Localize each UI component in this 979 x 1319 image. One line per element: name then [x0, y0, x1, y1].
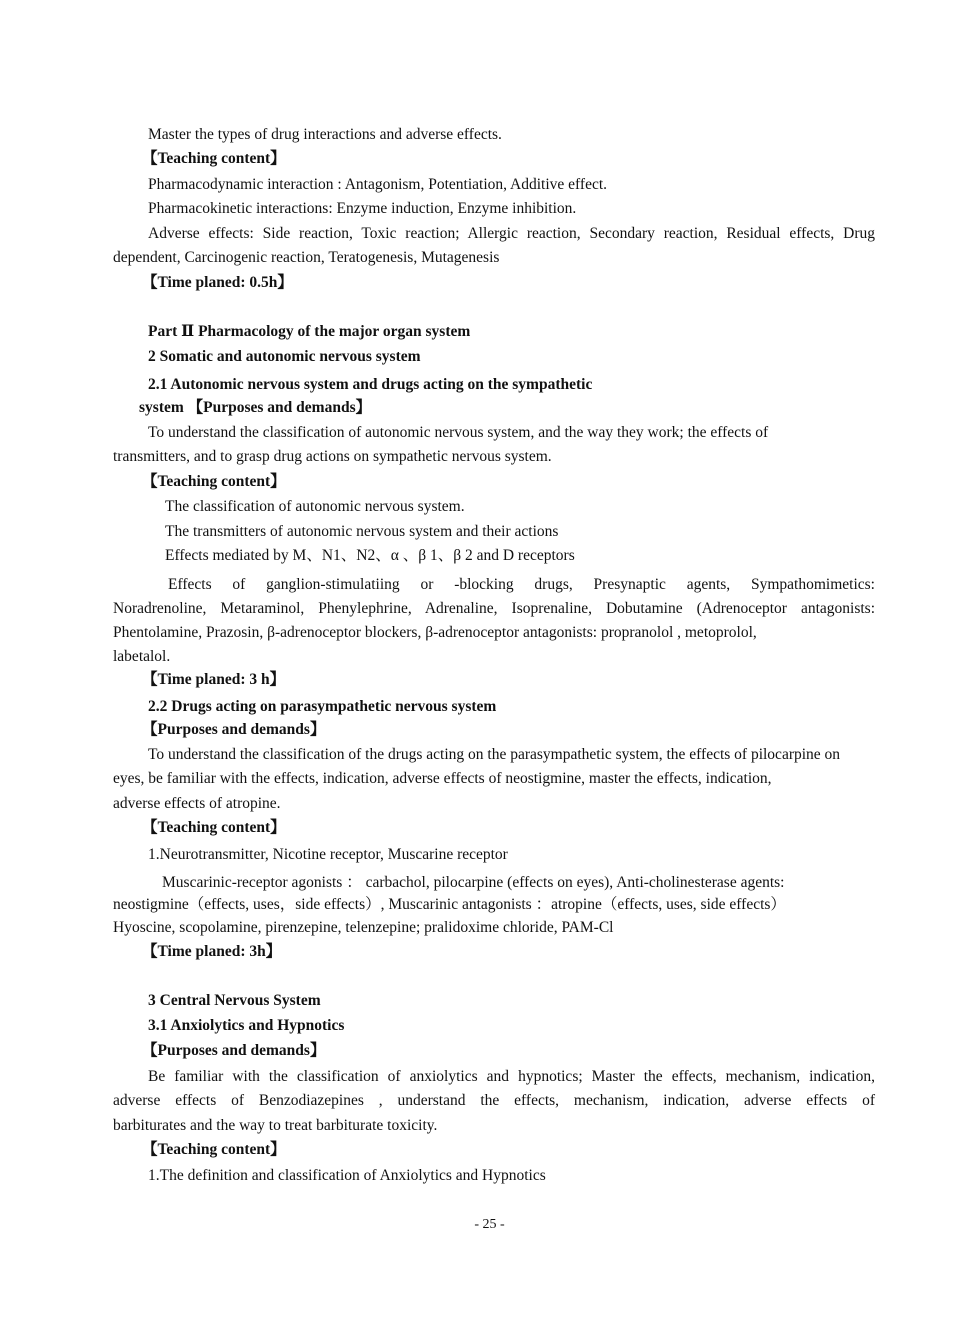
text-line: Master the types of drug interactions and adverse effects. — [148, 126, 502, 143]
page-number: - 25 - — [474, 1217, 505, 1232]
text-line: Muscarinic-receptor agonists ： carbachol, pilocarpine (effects on eyes), Anti-cholinesterase agents: — [162, 874, 785, 891]
text-line: Pharmacokinetic interactions: Enzyme induction, Enzyme inhibition. — [148, 200, 577, 217]
text-line: 1.Neurotransmitter, Nicotine receptor, Muscarine receptor — [148, 846, 508, 863]
text-line: Hyoscine, scopolamine, pirenzepine, telenzepine; pralidoxime chloride, PAM-Cl — [113, 919, 614, 936]
section-heading: 【Teaching content】 — [142, 150, 286, 167]
chapter-heading: 3 Central Nervous System — [148, 992, 321, 1009]
text-line: The classification of autonomic nervous system. — [165, 498, 465, 515]
chapter-heading: 2 Somatic and autonomic nervous system — [148, 348, 421, 365]
text-line: adverse effects of atropine. — [113, 795, 281, 812]
text-line: Effects of ganglion-stimulatiing or -blocking drugs, Presynaptic agents, Sympathomimetics: — [168, 576, 875, 593]
section-heading: 【Time planed: 3 h】 — [142, 671, 286, 688]
text-line: Noradrenoline, Metaraminol, Phenylephrine, Adrenaline, Isoprenaline, Dobutamine (Adrenoceptor antagonists: — [113, 600, 875, 617]
text-line: The transmitters of autonomic nervous system and their actions — [165, 523, 559, 540]
section-heading: 【Teaching content】 — [142, 1141, 286, 1158]
subsection-heading: system 【Purposes and demands】 — [139, 399, 372, 416]
text-line: To understand the classification of autonomic nervous system, and the way they work; the effects of — [148, 424, 769, 441]
section-heading: 【Time planed: 3h】 — [142, 943, 282, 960]
text-line: barbiturates and the way to treat barbiturate toxicity. — [113, 1117, 438, 1134]
section-heading: 【Teaching content】 — [142, 819, 286, 836]
text-line: 1.The definition and classification of Anxiolytics and Hypnotics — [148, 1167, 546, 1184]
section-heading: 【Time planed: 0.5h】 — [142, 274, 293, 291]
text-line: transmitters, and to grasp drug actions on sympathetic nervous system. — [113, 448, 552, 465]
text-line: Adverse effects: Side reaction, Toxic reaction; Allergic reaction, Secondary reaction, Residual effects, Drug — [148, 225, 875, 242]
text-line: Phentolamine, Prazosin, β-adrenoceptor blockers, β-adrenoceptor antagonists: propranolol , metoprolol, — [113, 624, 757, 641]
text-line: To understand the classification of the drugs acting on the parasympathetic system, the effects of pilocarpine on — [148, 746, 841, 763]
text-line: neostigmine（effects, uses，side effects）, Muscarinic antagonists ：atropine（effects, uses, side effects） — [113, 896, 786, 913]
text-line: eyes, be familiar with the effects, indication, adverse effects of neostigmine, master the effects, indication, — [113, 770, 772, 787]
text-line: dependent, Carcinogenic reaction, Teratogenesis, Mutagenesis — [113, 249, 500, 266]
subsection-heading: 2.2 Drugs acting on parasympathetic nervous system — [148, 698, 497, 715]
subsection-heading: 3.1 Anxiolytics and Hypnotics — [148, 1017, 345, 1034]
section-heading: 【Teaching content】 — [142, 473, 286, 490]
text-line: Pharmacodynamic interaction : Antagonism, Potentiation, Additive effect. — [148, 176, 608, 193]
part-heading: Part Ⅱ Pharmacology of the major organ system — [148, 323, 471, 340]
section-heading: 【Purposes and demands】 — [142, 721, 326, 738]
text-line: Be familiar with the classification of anxiolytics and hypnotics; Master the effects, mechanism, indication, — [148, 1068, 875, 1085]
section-heading: 【Purposes and demands】 — [142, 1042, 326, 1059]
text-line: labetalol. — [113, 648, 171, 665]
text-line: Effects mediated by M、N1、N2、α 、β 1、β 2 and D receptors — [165, 547, 575, 564]
text-line: adverse effects of Benzodiazepines , understand the effects, mechanism, indication, adverse effects of — [113, 1092, 875, 1109]
subsection-heading: 2.1 Autonomic nervous system and drugs acting on the sympathetic — [148, 376, 593, 393]
